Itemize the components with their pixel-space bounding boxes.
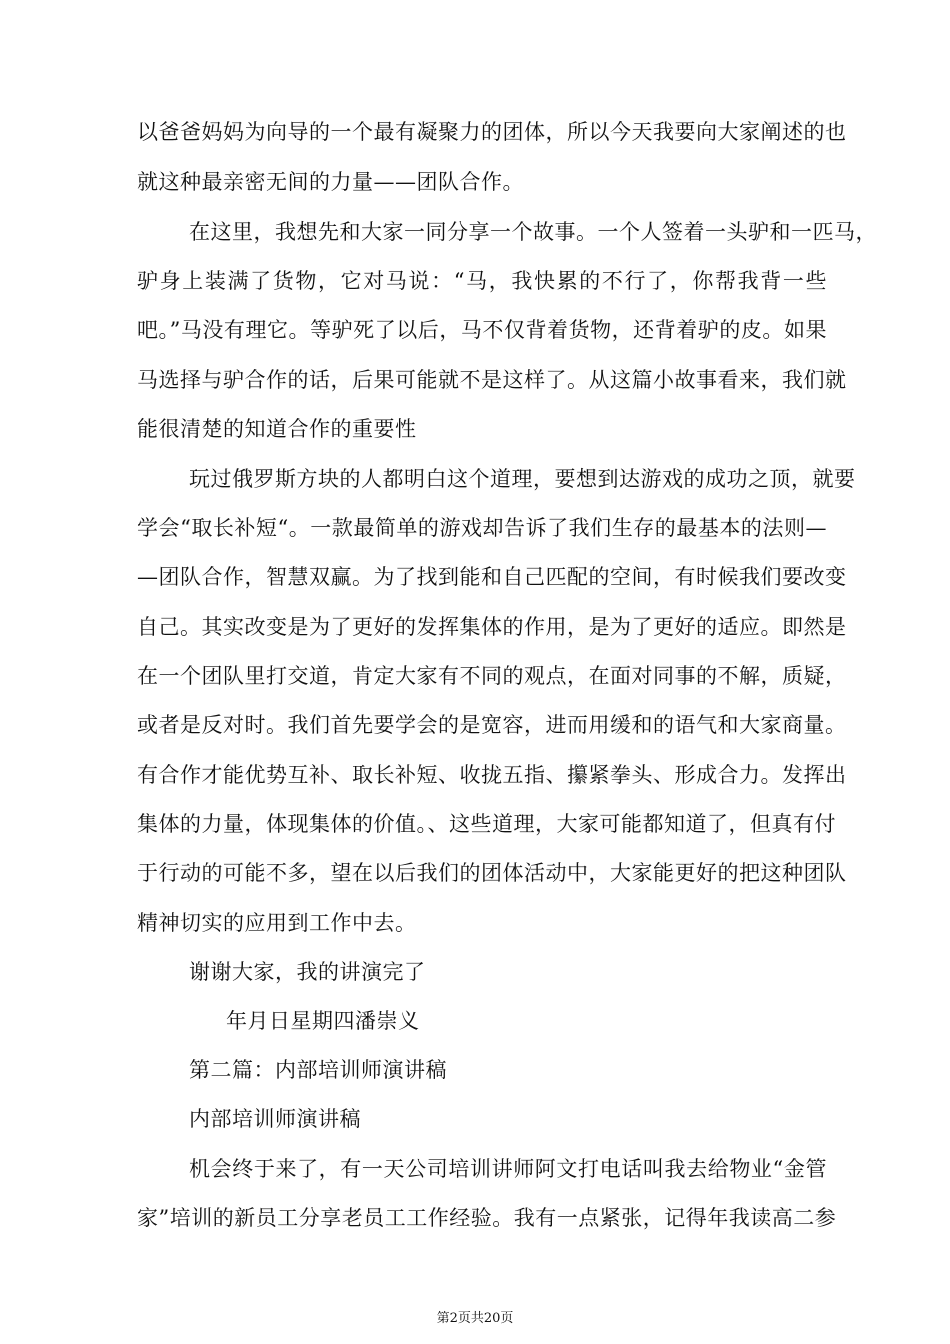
date-signature-line: 年月日星期四潘崇义: [226, 1009, 420, 1033]
body-line-22: 机会终于来了，有一天公司培训讲师阿文打电话叫我去给物业“金管: [189, 1157, 827, 1181]
section-title: 内部培训师演讲稿: [189, 1107, 361, 1131]
body-line-8: 玩过俄罗斯方块的人都明白这个道理，要想到达游戏的成功之顶，就要: [189, 467, 856, 491]
body-line-23: 家”培训的新员工分享老员工工作经验。我有一点紧张，记得年我读高二参: [137, 1206, 837, 1230]
body-line-16: 于行动的可能不多，望在以后我们的团体活动中，大家能更好的把这种团队: [137, 861, 847, 885]
body-line-14: 有合作才能优势互补、取长补短、收拢五指、攥紧拳头、形成合力。发挥出: [137, 763, 847, 787]
body-line-5: 吧。”马没有理它。等驴死了以后，马不仅背着货物，还背着驴的皮。如果: [137, 318, 827, 342]
body-line-6: 马选择与驴合作的话，后果可能就不是这样了。从这篇小故事看来，我们就: [137, 368, 847, 392]
body-line-10: —团队合作，智慧双赢。为了找到能和自己匹配的空间，有时候我们要改变: [137, 565, 847, 589]
body-line-4: 驴身上装满了货物，它对马说：“马，我快累的不行了，你帮我背一些: [137, 269, 827, 293]
closing-line: 谢谢大家，我的讲演完了: [189, 960, 426, 984]
body-line-9: 学会“取长补短“。一款最简单的游戏却告诉了我们生存的最基本的法则—: [137, 516, 827, 540]
page-footer: 第2页共20页: [436, 1311, 514, 1326]
body-line-2: 就这种最亲密无间的力量——团队合作。: [137, 170, 524, 194]
body-line-11: 自己。其实改变是为了更好的发挥集体的作用，是为了更好的适应。即然是: [137, 615, 847, 639]
body-line-15: 集体的力量，体现集体的价值。、这些道理，大家可能都知道了，但真有付: [137, 812, 836, 836]
body-line-13: 或者是反对时。我们首先要学会的是宽容，进而用缓和的语气和大家商量。: [137, 713, 847, 737]
section-heading: 第二篇：内部培训师演讲稿: [189, 1058, 447, 1082]
body-line-17: 精神切实的应用到工作中去。: [137, 911, 417, 935]
body-line-1: 以爸爸妈妈为向导的一个最有凝聚力的团体，所以今天我要向大家阐述的也: [137, 120, 847, 144]
body-line-12: 在一个团队里打交道，肯定大家有不同的观点，在面对同事的不解，质疑，: [137, 664, 847, 688]
body-line-7: 能很清楚的知道合作的重要性: [137, 417, 417, 441]
body-line-3: 在这里，我想先和大家一同分享一个故事。一个人签着一头驴和一匹马，: [189, 220, 877, 244]
